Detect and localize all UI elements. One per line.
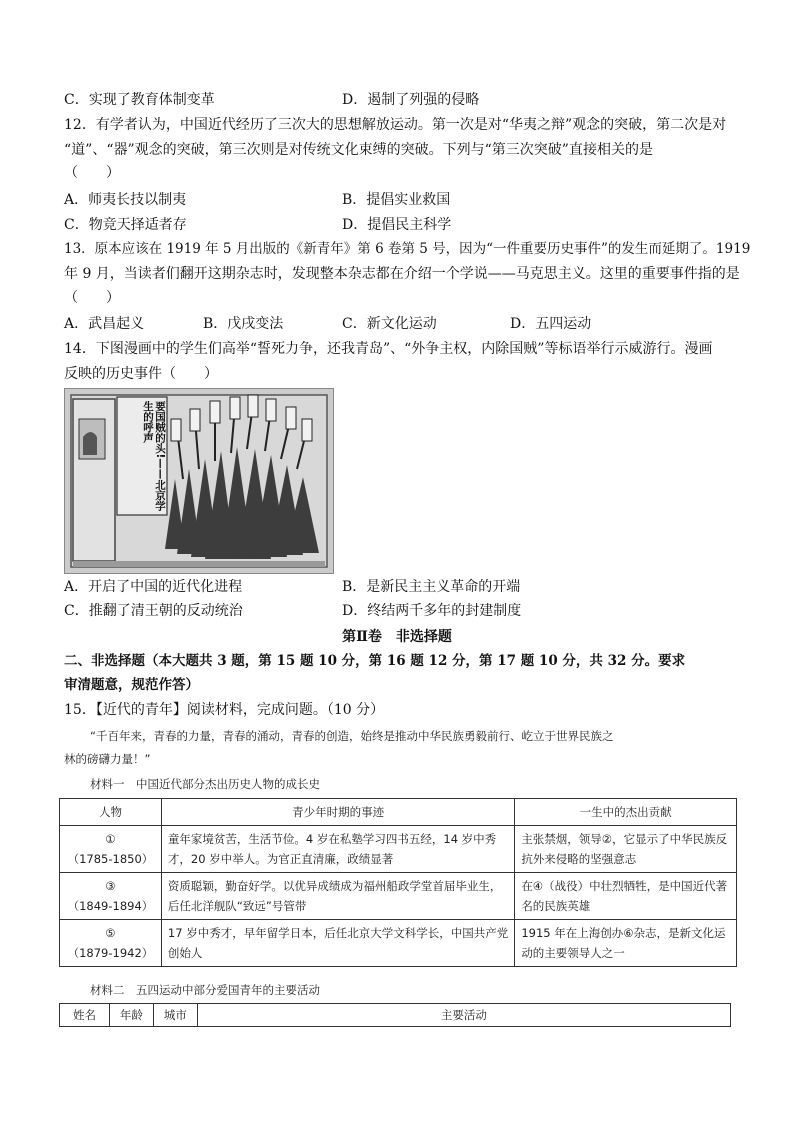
q11-option-d: D．遏制了列强的侵略 xyxy=(342,92,480,108)
q15-quote-line2: 林的磅礴力量！” xyxy=(64,752,151,766)
contribution-cell: 在④（战役）中壮烈牺牲，是中国近代著名的民族英雄 xyxy=(515,873,737,920)
material1-caption: 材料一 中国近代部分杰出历史人物的成长史 xyxy=(90,777,320,791)
person-marker: ⑤ xyxy=(105,926,116,940)
q11-option-c: C．实现了教育体制变革 xyxy=(64,92,215,108)
q13-stem-line1: 13．原本应该在 1919 年 5 月出版的《新青年》第 6 卷第 5 号，因为“一件重要历史事件”的发生而延期了。1919 xyxy=(64,241,751,257)
table-header-cell: 主要活动 xyxy=(197,1004,730,1027)
person-cell xyxy=(60,920,162,967)
table-header-cell: 年龄 xyxy=(109,1004,153,1027)
material2-table xyxy=(59,1003,731,1027)
q14-option-c: C．推翻了清王朝的反动统治 xyxy=(64,603,243,619)
q13-option-d: D．五四运动 xyxy=(510,316,592,332)
q12-option-a: A．师夷长技以制夷 xyxy=(64,192,187,208)
person-marker: ① xyxy=(105,832,116,846)
table-header-cell: 人物 xyxy=(60,799,162,826)
part2-heading-line1: 二、非选择题（本大题共 3 题，第 15 题 10 分，第 16 题 12 分，第 17 题 10 分，共 32 分。要求 xyxy=(64,653,686,669)
q14-option-d: D．终结两千多年的封建制度 xyxy=(342,603,522,619)
deeds-cell: 资质聪颖，勤奋好学。以优异成绩成为福州船政学堂首届毕业生，后任北洋舰队“致远”号管带 xyxy=(161,873,514,920)
q12-stem-line3: （ ） xyxy=(64,165,120,181)
q12-stem-line1: 12．有学者认为，中国近代经历了三次大的思想解放运动。第一次是对“华夷之辩”观念的突破，第二次是对 xyxy=(64,117,727,133)
table-header-row xyxy=(60,1004,731,1027)
q14-stem-line1: 14．下图漫画中的学生们高举“誓死力争，还我青岛”、“外争主权，内除国贼”等标语举行示威游行。漫画 xyxy=(64,341,713,357)
cartoon-banner-text: 要国贼的头!——北京学生的呼声 xyxy=(142,401,166,511)
q12-stem-line2: “道”、“器”观念的突破，第三次则是对传统文化束缚的突破。下列与“第三次突破”直接相关的是 xyxy=(64,142,653,158)
table-header-cell: 青少年时期的事迹 xyxy=(161,799,514,826)
table-header-row xyxy=(60,799,737,826)
protest-cartoon-image xyxy=(64,388,334,574)
q15-intro: 15．【近代的青年】阅读材料，完成问题。（10 分） xyxy=(64,702,385,718)
table-header-cell: 城市 xyxy=(153,1004,197,1027)
q13-option-c: C．新文化运动 xyxy=(342,316,437,332)
table-header-cell: 一生中的杰出贡献 xyxy=(515,799,737,826)
q13-stem-line3: （ ） xyxy=(64,290,120,306)
part2-heading-line2: 审清题意，规范作答） xyxy=(64,677,199,693)
table-row xyxy=(60,920,737,967)
table-header-cell: 姓名 xyxy=(60,1004,110,1027)
table-row xyxy=(60,826,737,873)
person-years: （1849-1894） xyxy=(67,899,154,913)
q15-quote-line1: “千百年来，青春的力量，青春的涌动，青春的创造，始终是推动中华民族勇毅前行、屹立于世界民族之 xyxy=(90,729,614,743)
person-marker: ③ xyxy=(105,879,116,893)
part2-title: 第Ⅱ卷 非选择题 xyxy=(342,629,452,645)
q12-option-c: C．物竞天择适者存 xyxy=(64,217,187,233)
deeds-cell: 17 岁中秀才，早年留学日本，后任北京大学文科学长，中国共产党创始人 xyxy=(161,920,514,967)
q14-stem-line2: 反映的历史事件（ ） xyxy=(64,366,218,382)
material1-table xyxy=(59,798,737,967)
q14-option-b: B．是新民主主义革命的开端 xyxy=(342,579,521,595)
q12-option-d: D．提倡民主科学 xyxy=(342,217,452,233)
contribution-cell: 主张禁烟，领导②，它显示了中华民族反抗外来侵略的坚强意志 xyxy=(515,826,737,873)
q13-option-a: A．武昌起义 xyxy=(64,316,145,332)
person-years: （1785-1850） xyxy=(67,852,154,866)
q13-option-b: B．戊戌变法 xyxy=(203,316,284,332)
q14-option-a: A．开启了中国的近代化进程 xyxy=(64,579,243,595)
material2-caption: 材料二 五四运动中部分爱国青年的主要活动 xyxy=(90,983,320,997)
table-row xyxy=(60,873,737,920)
person-cell xyxy=(60,826,162,873)
q13-stem-line2: 年 9 月，当读者们翻开这期杂志时，发现整本杂志都在介绍一个学说——马克思主义。这里的重要事件指的是 xyxy=(64,266,740,282)
deeds-cell: 童年家境贫苦，生活节俭。4 岁在私塾学习四书五经，14 岁中秀才，20 岁中举人。为官正直清廉，政绩显著 xyxy=(161,826,514,873)
contribution-cell: 1915 年在上海创办⑥杂志，是新文化运动的主要领导人之一 xyxy=(515,920,737,967)
person-years: （1879-1942） xyxy=(67,946,154,960)
q12-option-b: B．提倡实业救国 xyxy=(342,192,451,208)
person-cell xyxy=(60,873,162,920)
